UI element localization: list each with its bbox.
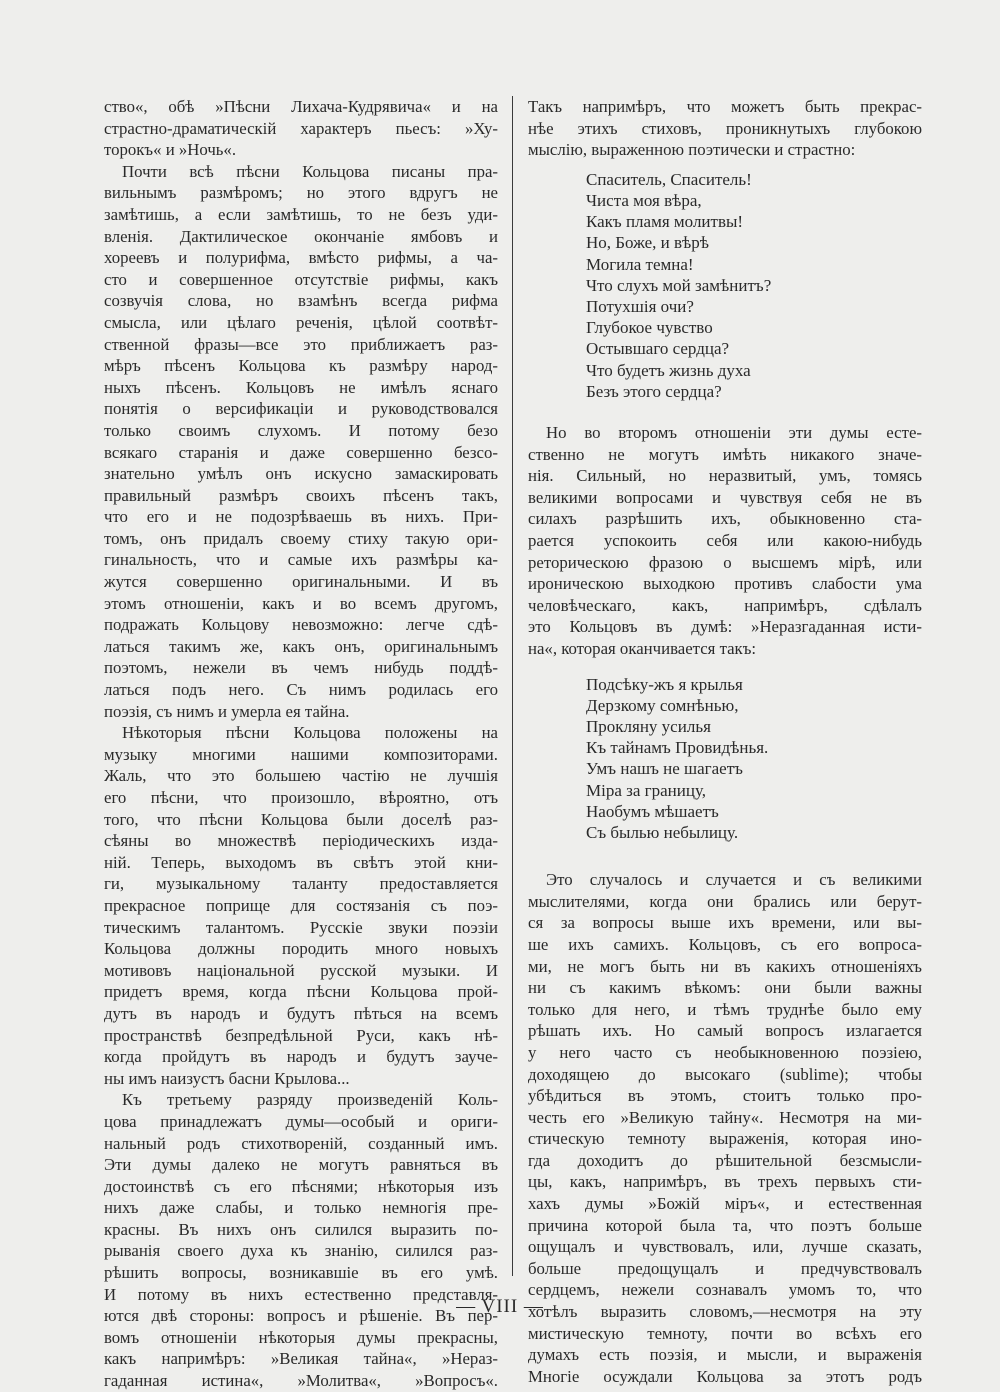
text-line: ственно не могутъ имѣть никакого значе- — [528, 444, 922, 464]
poem-line: Что будетъ жизнь духа — [586, 360, 751, 380]
spacer — [528, 851, 922, 869]
poem-line: Подсѣку-жъ я крылья — [586, 674, 743, 694]
text-line: гаданная истина«, »Молитва«, »Вопросъ«. — [104, 1371, 498, 1391]
poem-line: Остывшаго сердца? — [586, 339, 730, 359]
text-line: Почти всѣ пѣсни Кольцова писаны пра- — [122, 161, 498, 181]
text-line: что его и не подозрѣваешь въ нихъ. При- — [104, 507, 498, 527]
text-line: вильнымъ размѣромъ; но этого вдругъ не — [104, 183, 498, 203]
paragraph — [104, 161, 498, 722]
text-line: дутъ въ народъ и будутъ пѣться на всемъ — [104, 1003, 498, 1023]
paragraph — [104, 96, 498, 161]
text-line: правильный размѣръ своихъ пѣсенъ такъ, — [104, 485, 498, 505]
text-line: мистическую темноту, почти во всѣхъ его — [528, 1323, 922, 1343]
poem-line: Съ былью небылицу. — [586, 822, 739, 842]
text-line: Такъ напримѣръ, что можетъ быть прекрас- — [528, 97, 922, 116]
text-line: придетъ время, когда пѣсни Кольцова прой- — [104, 982, 498, 1002]
text-line: сто и совершенное отсутствіе рифмы, какъ — [104, 269, 498, 289]
text-line: тическимъ талантомъ. Русскіе звуки поэзіи — [104, 917, 498, 937]
text-line: Жаль, что это большею частію не лучшія — [104, 766, 498, 786]
text-line: смысла, или цѣлаго реченія, цѣлой соотвѣт- — [104, 312, 498, 332]
text-line: рѣшать ихъ. Но самый вопросъ излагается — [528, 1021, 922, 1041]
text-line: это Кольцовъ въ думѣ: »Неразгаданная исти- — [528, 617, 922, 637]
poem-line: Какъ пламя молитвы! — [586, 212, 744, 232]
text-line: рается успокоить себя или какою-нибудь — [528, 530, 922, 550]
poem-line: Спаситель, Спаситель! — [586, 169, 752, 189]
text-line: подражать Кольцову невозможно: легче сдѣ- — [104, 615, 498, 635]
text-line: мыслію, выраженною поэтически и страстно: — [528, 140, 856, 160]
poem-line: Дерзкому сомнѣнью, — [586, 695, 739, 715]
text-line: только для него, и тѣмъ труднѣе было ему — [528, 999, 922, 1019]
poem-line: Глубокое чувство — [586, 318, 713, 338]
text-line: ній. Теперь, выходомъ въ свѣтъ этой кни- — [104, 852, 498, 872]
text-line: Это случалось и случается и съ великими — [546, 870, 922, 890]
text-line: нальный родъ стихотвореній, созданный имъ. — [104, 1133, 498, 1153]
text-line: великими вопросами и чувствуя себя не въ — [528, 487, 922, 507]
text-line: музыку многими нашими композиторами. — [104, 744, 498, 764]
text-line: только своимъ слухомъ. И потому безо — [104, 420, 498, 440]
text-line: замѣтишь, а если замѣтишь, то не безъ уди- — [104, 204, 498, 224]
text-line: рыванія своего духа къ знанію, силился раз- — [104, 1241, 498, 1261]
poem-line: Умъ нашъ не шагаетъ — [586, 759, 743, 779]
text-line: ироническою выходкою противъ слабости ума — [528, 574, 922, 594]
right-column — [528, 96, 922, 1387]
text-line: больше предощущалъ и предчувствовалъ — [528, 1258, 922, 1278]
text-line: красны. Въ нихъ онъ силился выразить по- — [104, 1219, 498, 1239]
text-line: ше ихъ самихъ. Кольцовъ, съ его вопроса- — [528, 934, 922, 954]
text-line: этомъ отношеніи, какъ и во всемъ другомъ, — [104, 593, 498, 613]
text-line: созвучія слова, но взамѣнъ всегда рифма — [104, 291, 498, 311]
text-line: гда доходитъ до рѣшительной безсмысли- — [528, 1150, 922, 1170]
text-line: думахъ есть поэзія, и мысли, и выраженія — [528, 1345, 922, 1365]
text-line: прекрасное поприще для состязанія съ поэ- — [104, 895, 498, 915]
text-line: Многіе осуждали Кольцова за этотъ родъ — [528, 1366, 922, 1386]
text-line: рѣшить вопросы, возникавшіе въ его умѣ. — [104, 1263, 498, 1283]
text-line: пространствѣ безпредѣльной Руси, какъ нѣ- — [104, 1025, 498, 1045]
text-line: Эти думы далеко не могутъ равняться въ — [104, 1155, 498, 1175]
text-line: какъ напримѣръ: »Великая тайна«, »Нераз- — [104, 1349, 498, 1369]
poem-line: Міра за границу, — [586, 780, 707, 800]
text-line: человѣческаго, какъ, напримѣръ, сдѣлалъ — [528, 595, 922, 615]
text-line: у него часто съ необыкновенною поэзіею, — [528, 1042, 922, 1062]
text-line: ство«, обѣ »Пѣсни Лихача-Кудрявича« и на — [104, 97, 498, 116]
left-column — [104, 96, 498, 1392]
paragraph — [528, 96, 922, 161]
text-line: ныхъ пѣсенъ. Кольцовъ не имѣлъ яснаго — [104, 377, 498, 397]
poem-line: Могила темна! — [586, 254, 694, 274]
poem-line: Потухшія очи? — [586, 297, 694, 316]
text-line: цы, какъ, напримѣръ, въ трехъ первыхъ сти- — [528, 1172, 922, 1192]
text-line: ственной фразы—все это приближаетъ раз- — [104, 334, 498, 354]
text-line: сѣяны во множествѣ періодическихъ изда- — [104, 831, 498, 851]
text-line: его пѣсни, что произошло, вѣроятно, отъ — [104, 788, 498, 807]
text-line: хореевъ и полурифма, вмѣсто рифмы, а ча- — [104, 248, 498, 268]
text-line: поэзія, съ нимъ и умерла ея тайна. — [104, 701, 350, 721]
text-line: мыслителями, когда они брались или берут- — [528, 891, 922, 911]
paragraph — [104, 1089, 498, 1391]
text-line: нія. Сильный, но неразвитый, умъ, томясь — [528, 466, 922, 486]
text-line: на«, которая оканчивается такъ: — [528, 638, 757, 658]
text-line: реторическою фразою о высшемъ мірѣ, или — [528, 552, 922, 572]
text-line: жутся совершенно оригинальными. И въ — [104, 572, 498, 592]
text-line: мотивовъ національной русской музыки. И — [104, 960, 498, 980]
poem-line: Наобумъ мѣшаетъ — [586, 801, 719, 821]
text-line: хахъ думы »Божій міръ«, и естественная — [528, 1194, 922, 1214]
text-line: убѣдиться въ этомъ, стоитъ только про- — [528, 1086, 922, 1106]
text-line: ги, музыкальному таланту предоставляется — [104, 874, 498, 894]
text-line: вленія. Дактилическое окончаніе ямбовъ и — [104, 226, 498, 246]
text-line: латься подъ него. Съ нимъ родилась его — [104, 680, 498, 700]
text-line: цова принадлежатъ думы—особый и ориги- — [104, 1111, 498, 1131]
poem-line: Но, Боже, и вѣрѣ — [586, 233, 710, 253]
text-line: достоинствѣ съ его пѣснями; нѣкоторыя изъ — [104, 1176, 498, 1196]
paragraph — [104, 722, 498, 1089]
text-line: Къ третьему разряду произведеній Коль- — [122, 1090, 498, 1110]
poem-stanza — [586, 674, 922, 844]
text-line: силахъ разрѣшить ихъ, обыкновенно ста- — [528, 509, 922, 529]
text-line: гинальность, что и самые ихъ размѣры ка- — [104, 550, 498, 570]
poem-line: Прокляну усилья — [586, 716, 711, 736]
text-line: Но во второмъ отношеніи эти думы есте- — [546, 423, 922, 443]
text-line: нихъ даже слабы, и только немногія пре- — [104, 1198, 498, 1218]
text-line: ощущалъ и чувствовалъ, или, лучше сказать, — [528, 1237, 922, 1257]
text-line: Нѣкоторыя пѣсни Кольцова положены на — [122, 723, 498, 743]
text-line: того, что пѣсни Кольцова были доселѣ раз- — [104, 809, 498, 829]
text-line: поэтомъ, нежели въ чемъ нибудь поддѣ- — [104, 658, 498, 678]
text-line: томъ, онъ придалъ своему стиху такую ори- — [104, 528, 498, 548]
poem-line: Что слухъ мой замѣнитъ? — [586, 275, 772, 295]
text-line: страстно-драматическій характеръ пьесъ: »Ху- — [104, 118, 498, 138]
text-line: мѣръ пѣсенъ Кольцова къ размѣру народ- — [104, 356, 498, 376]
poem-line: Безъ этого сердца? — [586, 381, 722, 401]
text-line: доходящею до высокаго (sublime); чтобы — [528, 1064, 922, 1084]
text-line: ми, не могъ быть ни въ какихъ отношеніяхъ — [528, 956, 922, 976]
text-line: торокъ« и »Ночь«. — [104, 140, 237, 160]
text-line: знательно умѣлъ онъ искусно замаскировать — [104, 464, 498, 484]
text-line: честь его »Великую тайну«. Несмотря на ми- — [528, 1107, 922, 1127]
text-line: причина которой была та, что поэтъ больше — [528, 1215, 922, 1235]
text-line: ются двѣ стороны: вопросъ и рѣшеніе. Въ пер- — [104, 1306, 498, 1326]
column-divider — [512, 96, 513, 1276]
text-line: ны имъ наизустъ басни Крылова... — [104, 1068, 350, 1088]
spacer — [528, 410, 922, 422]
text-line: хотѣлъ выразить словомъ,—несмотря на эту — [528, 1302, 922, 1322]
text-line: стическую темноту выраженія, которая ино- — [528, 1129, 922, 1149]
text-line: сердцемъ, нежели сознавалъ умомъ то, что — [528, 1280, 922, 1300]
text-line: ни съ какимъ вѣкомъ: они были важны — [528, 978, 922, 998]
text-line: И потому въ нихъ естественно представля- — [104, 1284, 498, 1304]
poem-line: Чиста моя вѣра, — [586, 190, 702, 210]
text-line: нѣе этихъ стиховъ, проникнутыхъ глубокою — [528, 118, 922, 138]
paragraph — [528, 422, 922, 660]
text-line: Кольцова должны породить много новыхъ — [104, 939, 498, 959]
page-number: — VIII — — [456, 1296, 544, 1317]
text-line: латься такимъ же, какъ онъ, оригинальнымъ — [104, 636, 498, 656]
text-line: понятія о версификаціи и руководствовался — [104, 399, 498, 419]
text-line: вомъ отношеніи нѣкоторыя думы прекрасны, — [104, 1327, 498, 1347]
poem-line: Къ тайнамъ Провидѣнья. — [586, 738, 769, 758]
text-line: ся за вопросы выше ихъ времени, или вы- — [528, 913, 922, 933]
poem-stanza — [586, 169, 922, 402]
text-line: всякаго старанія и даже совершенно безсо- — [104, 442, 498, 462]
text-line: когда пройдутъ въ народъ и будутъ заучe- — [104, 1047, 498, 1067]
